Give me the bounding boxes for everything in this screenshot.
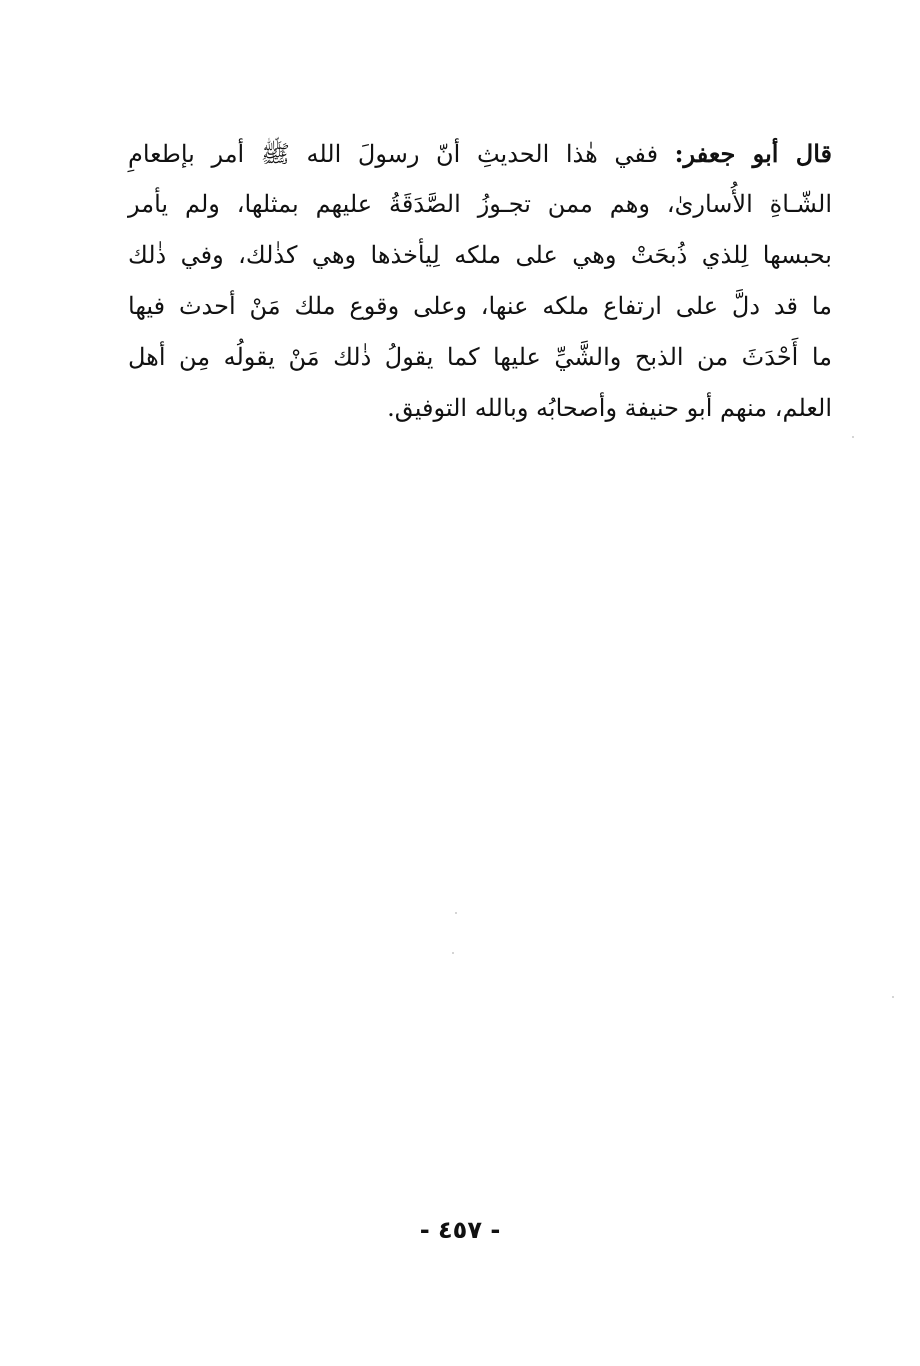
- speaker-label: قال أبو جعفر:: [674, 139, 832, 168]
- page-number: - ٤٥٧ -: [419, 1216, 501, 1244]
- paragraph-line-5: ما أَحْدَثَ من الذبح والشَّيِّ عليها كما يقولُ ذٰلك مَنْ يقولُه مِن أهل: [128, 343, 832, 371]
- paragraph-line-1-text: ففي هٰذا الحديثِ أنّ رسولَ الله ﷺ أمر بإطعامِ: [128, 140, 659, 168]
- paragraph-line-1: [128, 128, 832, 179]
- paragraph-line-2: الشّـاةِ الأُسارىٰ، وهم ممن تجـوزُ الصَّدَقَةُ عليهم بمثلها، ولم يأمر: [128, 190, 832, 218]
- paragraph-line-6: العلم، منهم أبو حنيفة وأصحابُه وبالله التوفيق.: [387, 394, 832, 422]
- scan-speck: [892, 996, 894, 998]
- scan-speck: [455, 912, 457, 914]
- scan-speck: [852, 436, 854, 438]
- scan-speck: [452, 952, 454, 954]
- paragraph: [128, 128, 832, 434]
- paragraph-line-4: ما قد دلَّ على ارتفاع ملكه عنها، وعلى وقوع ملك مَنْ أحدث فيها: [128, 292, 832, 320]
- paragraph-line-3: بحبسها لِلذي ذُبحَتْ وهي على ملكه لِيأخذها وهي كذٰلك، وفي ذٰلك: [128, 241, 832, 269]
